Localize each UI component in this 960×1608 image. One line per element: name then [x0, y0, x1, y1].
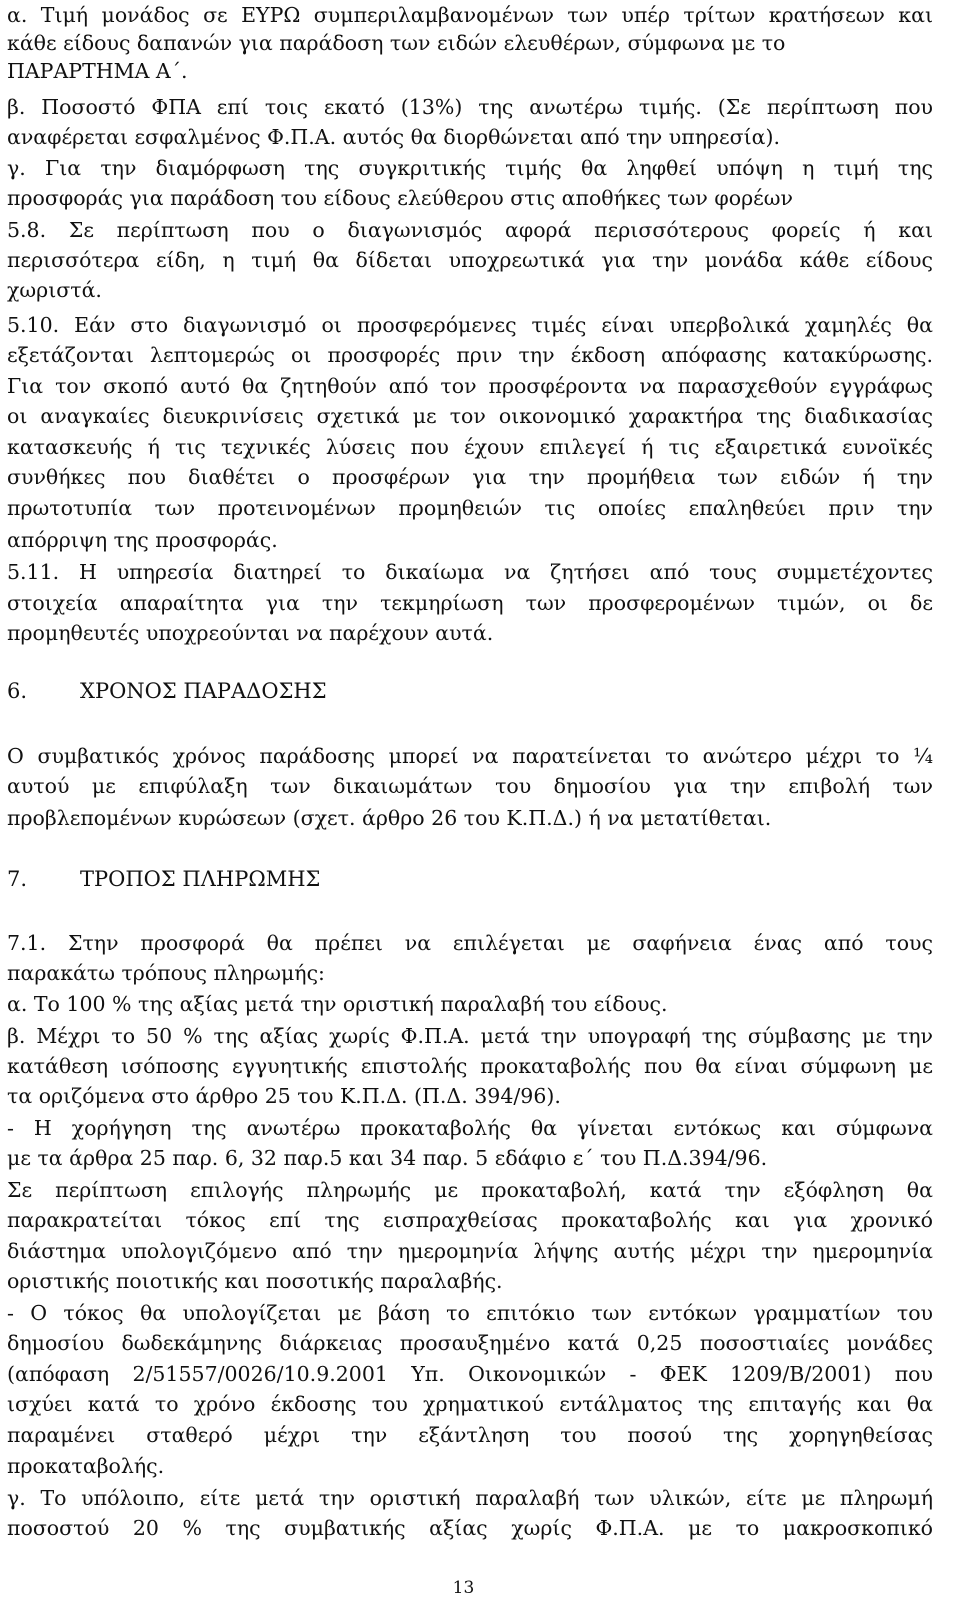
section-heading: ΧΡΟΝΟΣ ΠΑΡΑΔΟΣΗΣ	[80, 679, 327, 703]
text-line: προμηθευτές υποχρεούνται να παρέχουν αυτά.	[7, 621, 494, 645]
text-line: 5.10. Εάν στο διαγωνισμό οι προσφερόμενες τιμές είναι υπερβολικά χαμηλές θα	[7, 313, 933, 337]
text-line: 7.1. Στην προσφορά θα πρέπει να επιλέγεται με σαφήνεια ένας από τους	[7, 931, 933, 955]
page-number: 13	[452, 1578, 475, 1598]
text-line: αυτού με επιφύλαξη των δικαιωμάτων του δημοσίου για την επιβολή των	[7, 774, 933, 798]
text-line: αναφέρεται εσφαλμένος Φ.Π.Α. αυτός θα διορθώνεται από την υπηρεσία).	[7, 125, 781, 149]
text-line: προσφοράς για παράδοση του είδους ελεύθερου στις αποθήκες των φορέων	[7, 186, 793, 210]
section-number: 6.	[7, 679, 28, 703]
text-line: παρακάτω τρόπους πληρωμής:	[7, 961, 325, 985]
text-line: 5.11. Η υπηρεσία διατηρεί το δικαίωμα να ζητήσει από τους συμμετέχοντες	[7, 560, 933, 584]
text-line: εξετάζονται λεπτομερώς οι προσφορές πριν την έκδοση απόφασης κατακύρωσης.	[7, 343, 933, 367]
text-line: δημοσίου δωδεκάμηνης διάρκειας προσαυξημένο κατά 0,25 ποσοστιαίες μονάδες	[7, 1331, 933, 1355]
text-line: β. Ποσοστό ΦΠΑ επί τοις εκατό (13%) της ανωτέρω τιμής. (Σε περίπτωση που	[7, 95, 933, 119]
text-line: προβλεπομένων κυρώσεων (σχετ. άρθρο 26 του Κ.Π.Δ.) ή να μετατίθεται.	[7, 806, 772, 830]
text-line: χωριστά.	[7, 278, 102, 302]
text-line: προκαταβολής.	[7, 1454, 165, 1478]
text-line: ΠΑΡΑΡΤΗΜΑ Α΄.	[7, 59, 188, 83]
text-line: παρακρατείται τόκος επί της εισπραχθείσας προκαταβολής και για χρονικό	[7, 1208, 933, 1232]
text-line: κατασκευής ή τις τεχνικές λύσεις που έχουν επιλεγεί ή τις εξαιρετικά ευνοϊκές	[7, 435, 933, 459]
section-number: 7.	[7, 867, 28, 891]
text-line: ισχύει κατά το χρόνο έκδοσης του χρηματικού εντάλματος της επιταγής και θα	[7, 1392, 933, 1416]
text-line: απόρριψη της προσφοράς.	[7, 528, 278, 552]
text-line: ποσοστού 20 % της συμβατικής αξίας χωρίς Φ.Π.Α. με το μακροσκοπικό	[7, 1516, 933, 1540]
text-line: οριστικής ποιοτικής και ποσοτικής παραλαβής.	[7, 1269, 503, 1293]
text-line: πρωτοτυπία των προτεινομένων προμηθειών τις οποίες επαληθεύει πριν την	[7, 496, 933, 520]
text-line: β. Μέχρι το 50 % της αξίας χωρίς Φ.Π.Α. μετά την υπογραφή της σύμβασης με την	[7, 1024, 933, 1048]
text-line: - Ο τόκος θα υπολογίζεται με βάση το επιτόκιο των εντόκων γραμματίων του	[7, 1301, 933, 1325]
text-line: οι αναγκαίες διευκρινίσεις σχετικά με τον οικονομικό χαρακτήρα της διαδικασίας	[7, 404, 933, 428]
text-line: Ο συμβατικός χρόνος παράδοσης μπορεί να παρατείνεται το ανώτερο μέχρι το ¼	[7, 744, 933, 768]
text-line: περισσότερα είδη, η τιμή θα δίδεται υποχρεωτικά για την μονάδα κάθε είδους	[7, 248, 933, 272]
text-line: Σε περίπτωση επιλογής πληρωμής με προκαταβολή, κατά την εξόφληση θα	[7, 1178, 933, 1202]
text-line: διάστημα υπολογιζόμενο από την ημερομηνία λήψης αυτής μέχρι την ημερομηνία	[7, 1239, 933, 1263]
text-line: στοιχεία απαραίτητα για την τεκμηρίωση των προσφερομένων τιμών, οι δε	[7, 591, 933, 615]
text-line: με τα άρθρα 25 παρ. 6, 32 παρ.5 και 34 παρ. 5 εδάφιο ε΄ του Π.Δ.394/96.	[7, 1146, 768, 1170]
text-line: Για τον σκοπό αυτό θα ζητηθούν από τον προσφέροντα να παρασχεθούν εγγράφως	[7, 374, 933, 398]
text-line: συνθήκες που διαθέτει ο προσφέρων για την προμήθεια των ειδών ή την	[7, 465, 933, 489]
text-line: α. Τιμή μονάδος σε ΕΥΡΩ συμπεριλαμβανομένων των υπέρ τρίτων κρατήσεων και	[7, 3, 933, 27]
text-line: γ. Το υπόλοιπο, είτε μετά την οριστική παραλαβή των υλικών, είτε με πληρωμή	[7, 1486, 933, 1510]
text-line: α. Το 100 % της αξίας μετά την οριστική παραλαβή του είδους.	[7, 992, 668, 1016]
text-line: 5.8. Σε περίπτωση που ο διαγωνισμός αφορά περισσότερους φορείς ή και	[7, 218, 933, 242]
text-line: - Η χορήγηση της ανωτέρω προκαταβολής θα γίνεται εντόκως και σύμφωνα	[7, 1116, 933, 1140]
text-line: παραμένει σταθερό μέχρι την εξάντληση του ποσού της χορηγηθείσας	[7, 1423, 933, 1447]
text-line: (απόφαση 2/51557/0026/10.9.2001 Υπ. Οικονομικών - ΦΕΚ 1209/Β/2001) που	[7, 1362, 933, 1386]
text-line: κατάθεση ισόποσης εγγυητικής επιστολής προκαταβολής που θα είναι σύμφωνη με	[7, 1054, 933, 1078]
text-line: γ. Για την διαμόρφωση της συγκριτικής τιμής θα ληφθεί υπόψη η τιμή της	[7, 156, 933, 180]
section-heading: ΤΡΟΠΟΣ ΠΛΗΡΩΜΗΣ	[80, 867, 321, 891]
text-line: κάθε είδους δαπανών για παράδοση των ειδών ελευθέρων, σύμφωνα με το	[7, 31, 786, 55]
text-line: τα οριζόμενα στο άρθρο 25 του Κ.Π.Δ. (Π.Δ. 394/96).	[7, 1084, 561, 1108]
